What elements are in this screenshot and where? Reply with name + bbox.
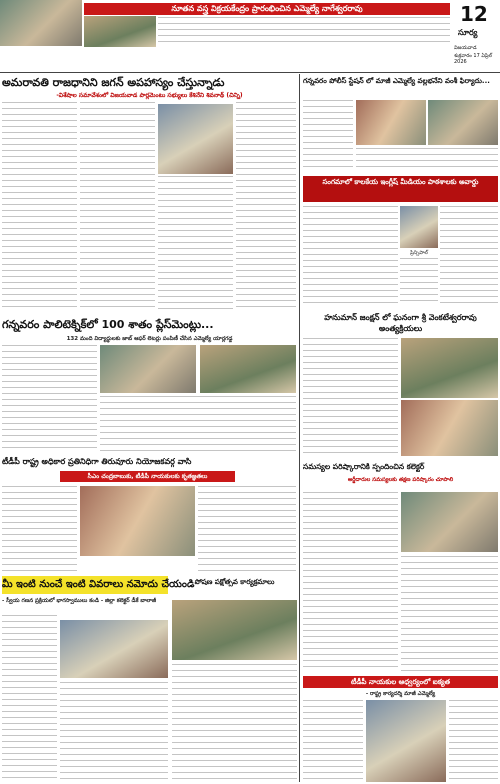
article-title-poshana: పోషణ పక్షోత్సవ కార్యక్రమాలు: [194, 578, 275, 586]
photo-school: [400, 206, 438, 248]
article-text-amaravati-5: [236, 102, 296, 312]
article-text-amaravati-1: [2, 102, 77, 312]
article-text-unity-2: [449, 700, 498, 782]
article-text-collector-2: [401, 556, 498, 672]
article-text-school-2: [440, 206, 498, 306]
date-line: శుక్రవారం 17 ఏప్రిల్ 2026: [454, 53, 493, 65]
article-title-collector: సమస్యల పరిష్కారానికి స్పందించిన కలెక్టర్: [303, 462, 425, 471]
article-text-amaravati-3: [80, 150, 155, 312]
article-text-funeral-1: [303, 338, 398, 456]
article-text-tdp-1: [2, 486, 77, 572]
article-title-school: సంగమాలో కాలకేయ ఇంగ్లీష్ మీడియం పాఠశాలకు అవార్డు: [303, 176, 498, 202]
page-number: 12: [460, 2, 488, 26]
article-text-polytechnic-2: [100, 396, 296, 453]
photo-tdp: [80, 486, 195, 556]
photo-census: [60, 620, 168, 678]
top-photo-left: [0, 0, 82, 46]
photo-collector: [401, 492, 498, 552]
photo-polytechnic-1: [100, 345, 196, 393]
photo-unity: [366, 700, 446, 782]
photo-amaravati: [158, 104, 233, 174]
paper-name: సూర్య: [458, 28, 478, 37]
article-subtitle-polytechnic: 132 మంది విద్యార్థులకు జాబ్ ఆఫర్ లెటర్లు పంపిణీ చేసిన ఎమ్మెల్యే యార్లగడ్డ: [66, 336, 233, 342]
top-article-text: [158, 17, 450, 47]
article-title-vamsi: గన్నవరం పోలీస్ స్టేషన్ లో మాజీ ఎమ్మెల్యే వల్లభనేని వంశీ ఫిర్యాదు...: [303, 77, 490, 85]
photo-funeral-1: [401, 338, 498, 398]
article-text-collector-1: [303, 492, 398, 672]
photo-funeral-2: [401, 400, 498, 456]
article-subtitle-amaravati: -విశేషాల సమావేశంలో విజయవాడ పార్లమెంటు సభ్యులు కేశినేని శివనాథ్ (చిన్ని): [56, 92, 243, 99]
article-text-tdp-2: [198, 486, 296, 572]
masthead-rule: [0, 72, 500, 73]
top-banner: నూతన వస్త్ర విక్రయకేంద్రం ప్రారంభించిన ఎమ్మెల్యే నాగేశ్వరరావు: [84, 3, 450, 15]
photo-vamsi-1: [356, 100, 426, 145]
article-text-vamsi-1: [303, 100, 353, 170]
article-subtitle-census: - స్వీయ గణన ప్రక్రియలో భాగస్వాములు కండి - జిల్లా కలెక్టర్ డీకే బాలాజీ: [2, 598, 157, 604]
article-text-school-1: [303, 206, 398, 306]
article-title-funeral: హనుమాన్ జంక్షన్ లో ఘనంగా శ్రీ వెంకటేశ్వరరావు అంత్యక్రియలు: [324, 313, 477, 333]
date-weekday: విజయవాడ: [454, 45, 477, 51]
photo-poshana: [172, 600, 297, 660]
article-text-census-2: [60, 682, 168, 780]
column-divider: [299, 74, 300, 782]
photo-vamsi-2: [428, 100, 498, 145]
caption-school: ప్రిన్సిపాల్: [410, 250, 428, 256]
article-subtitle-collector: అర్జీదారుల సమస్యలకు తక్షణ పరిష్కారం చూపాలి: [347, 477, 454, 483]
article-text-school-3: [400, 258, 438, 306]
article-text-census-1: [2, 615, 57, 780]
photo-polytechnic-2: [200, 345, 296, 393]
article-title-tdp: టీడీపీ రాష్ట్ర అధికార ప్రతినిధిగా తిరువూరు నియోజకవర్గ వాసి: [2, 457, 192, 466]
article-subtitle-tdp: సీఎం చంద్రబాబుకు, టీడీపీ నాయకులకు కృతజ్ఞతలు: [60, 471, 235, 482]
article-text-polytechnic-1: [2, 345, 97, 453]
article-text-unity-1: [303, 700, 363, 782]
article-title-amaravati: అమరావతి రాజధానిని జగన్ అపహాస్యం చేస్తున్నాడు: [2, 76, 225, 89]
article-text-poshana: [172, 664, 297, 780]
article-text-vamsi-2: [356, 148, 498, 170]
article-text-amaravati-2: [80, 102, 155, 147]
article-title-unity: టీడీపీ నాయకుల ఆధ్వర్యంలో ఐక్యత: [303, 676, 498, 688]
page-number-box: [452, 0, 500, 70]
article-subtitle-unity: - రాష్ట్ర కార్యదర్శి మాజీ ఎమ్మెల్యే: [365, 691, 436, 697]
article-title-census-1: మీ ఇంటి నుంచే ఇంటి వివరాలు నమోదు చేయండి: [2, 576, 168, 594]
top-photo-mid: [84, 16, 156, 47]
article-text-amaravati-4: [158, 176, 233, 312]
article-title-polytechnic: గన్నవరం పాలిటెక్నిక్‌లో 100 శాతం ప్లేస్‌మెంట్లు...: [2, 318, 214, 331]
